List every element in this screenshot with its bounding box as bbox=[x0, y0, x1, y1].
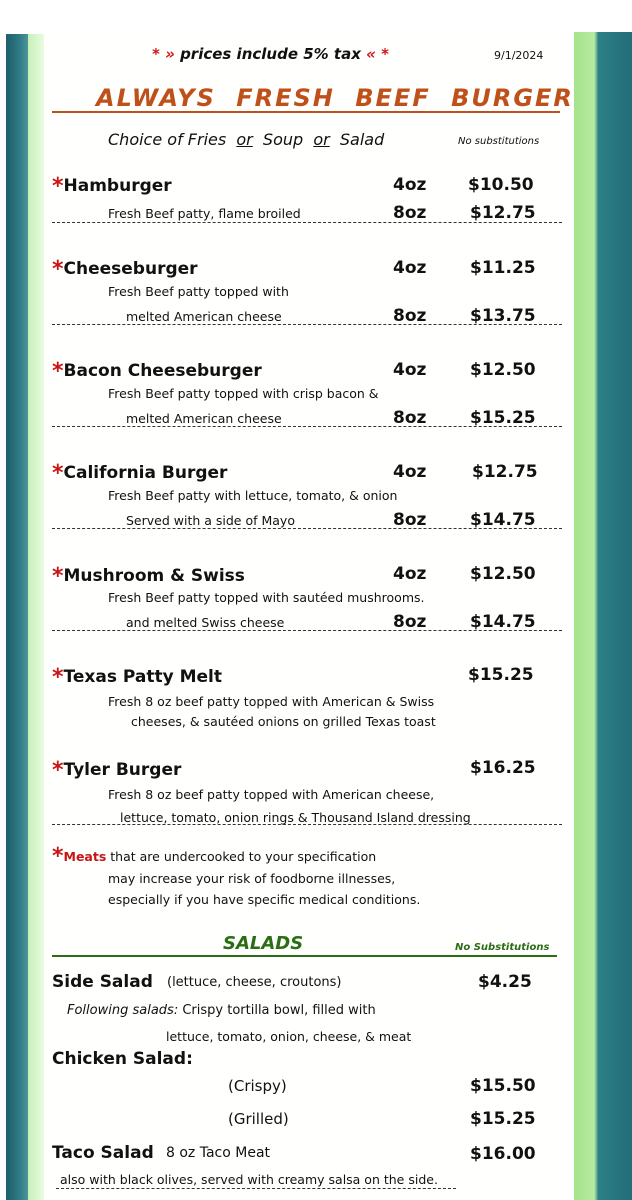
salads-rule bbox=[52, 955, 557, 957]
menu-item-taco-salad: Taco Salad bbox=[52, 1143, 154, 1163]
no-substitutions-note: No substitutions bbox=[458, 136, 540, 147]
taco-salad-note: also with black olives, served with creamy salsa on the side. bbox=[60, 1172, 438, 1187]
choice-or-2: or bbox=[313, 130, 330, 149]
price-small: $12.50 bbox=[470, 360, 536, 380]
item-description: Fresh 8 oz beef patty topped with American & Swiss bbox=[108, 694, 435, 709]
menu-title: ALWAYS FRESH BEEF BURGER bbox=[96, 84, 574, 112]
price-large: $14.75 bbox=[470, 612, 536, 632]
menu-item-chicken-salad: Chicken Salad: bbox=[52, 1049, 193, 1069]
choice-soup: Soup bbox=[262, 130, 304, 149]
taco-salad-description: 8 oz Taco Meat bbox=[166, 1145, 271, 1161]
warning-line-1: that are undercooked to your specification bbox=[110, 849, 377, 864]
price-small: $10.50 bbox=[468, 175, 534, 195]
item-description: Fresh 8 oz beef patty topped with American cheese, bbox=[108, 787, 435, 802]
menu-item-cheeseburger bbox=[52, 255, 198, 280]
star-icon: * bbox=[52, 461, 64, 486]
item-description: Fresh Beef patty, flame broiled bbox=[108, 206, 301, 221]
choice-or-1: or bbox=[236, 130, 253, 149]
item-price: $16.25 bbox=[470, 758, 536, 778]
following-text: Crispy tortilla bowl, filled with bbox=[182, 1003, 376, 1018]
chicken-crispy-option: (Crispy) bbox=[228, 1077, 287, 1095]
salads-heading: SALADS bbox=[223, 933, 304, 954]
size-small: 4oz bbox=[393, 175, 427, 195]
tax-text: prices include 5% tax bbox=[180, 45, 361, 63]
size-small: 4oz bbox=[393, 564, 427, 584]
price-large: $15.25 bbox=[470, 408, 536, 428]
star-icon: * bbox=[52, 844, 64, 869]
item-name: Mushroom & Swiss bbox=[63, 566, 245, 586]
price-small: $12.50 bbox=[470, 564, 536, 584]
price-small: $12.75 bbox=[472, 462, 538, 482]
item-description: Fresh Beef patty with lettuce, tomato, & onion bbox=[108, 488, 398, 503]
price-large: $12.75 bbox=[470, 203, 536, 223]
price-small: $11.25 bbox=[470, 258, 536, 278]
size-large: 8oz bbox=[393, 203, 427, 223]
side-choice-line bbox=[108, 130, 384, 149]
tax-notice bbox=[152, 45, 389, 63]
salads-no-substitutions: No Substitutions bbox=[455, 942, 550, 953]
item-name: Bacon Cheeseburger bbox=[63, 361, 262, 381]
menu-item-bacon-cheeseburger bbox=[52, 357, 262, 382]
star-icon: * bbox=[52, 257, 64, 282]
menu-item-hamburger bbox=[52, 172, 172, 197]
item-divider bbox=[52, 426, 562, 427]
choice-salad: Salad bbox=[339, 130, 385, 149]
following-label: Following salads: bbox=[67, 1003, 179, 1018]
side-salad-price: $4.25 bbox=[478, 972, 532, 992]
price-large: $13.75 bbox=[470, 306, 536, 326]
size-large: 8oz bbox=[393, 510, 427, 530]
item-name: Texas Patty Melt bbox=[63, 667, 222, 687]
menu-item-texas-patty-melt bbox=[52, 663, 222, 688]
following-salads-note bbox=[67, 1003, 376, 1018]
size-large: 8oz bbox=[393, 408, 427, 428]
size-large: 8oz bbox=[393, 306, 427, 326]
menu-date: 9/1/2024 bbox=[494, 49, 544, 62]
item-description-2: Served with a side of Mayo bbox=[126, 513, 295, 528]
item-divider bbox=[52, 324, 562, 325]
item-name: California Burger bbox=[63, 463, 228, 483]
tax-right-mark: « * bbox=[366, 45, 389, 63]
item-name: Tyler Burger bbox=[63, 760, 182, 780]
taco-salad-price: $16.00 bbox=[470, 1144, 536, 1164]
star-icon: * bbox=[52, 665, 64, 690]
item-description-2: lettuce, tomato, onion rings & Thousand Island dressing bbox=[120, 810, 471, 825]
side-salad-description: (lettuce, cheese, croutons) bbox=[167, 975, 342, 990]
star-icon: * bbox=[52, 359, 64, 384]
price-large: $14.75 bbox=[470, 510, 536, 530]
item-description-2: melted American cheese bbox=[126, 309, 282, 324]
tax-left-mark: * » bbox=[152, 45, 175, 63]
warning-line-2: may increase your risk of foodborne illnesses, bbox=[108, 871, 396, 886]
size-large: 8oz bbox=[393, 612, 427, 632]
menu-item-mushroom-swiss bbox=[52, 562, 245, 587]
item-description-2: cheeses, & sautéed onions on grilled Texas toast bbox=[131, 714, 436, 729]
item-divider bbox=[52, 824, 562, 825]
item-divider bbox=[52, 630, 562, 631]
warning-line-3: especially if you have specific medical conditions. bbox=[108, 892, 421, 907]
undercooked-warning bbox=[52, 842, 376, 867]
star-icon: * bbox=[52, 564, 64, 589]
menu-item-california-burger bbox=[52, 459, 227, 484]
item-divider bbox=[52, 222, 562, 223]
title-underline bbox=[52, 111, 560, 113]
item-description-2: and melted Swiss cheese bbox=[126, 615, 285, 630]
menu-item-side-salad: Side Salad bbox=[52, 972, 153, 992]
item-description-2: melted American cheese bbox=[126, 411, 282, 426]
size-small: 4oz bbox=[393, 360, 427, 380]
item-description: Fresh Beef patty topped with bbox=[108, 284, 289, 299]
following-salads-note-2: lettuce, tomato, onion, cheese, & meat bbox=[166, 1029, 412, 1044]
size-small: 4oz bbox=[393, 462, 427, 482]
chicken-crispy-price: $15.50 bbox=[470, 1076, 536, 1096]
taco-salad-divider bbox=[56, 1188, 456, 1189]
chicken-grilled-price: $15.25 bbox=[470, 1109, 536, 1129]
left-border-stripe bbox=[28, 34, 44, 1200]
item-divider bbox=[52, 528, 562, 529]
item-description: Fresh Beef patty topped with sautéed mushrooms. bbox=[108, 590, 425, 605]
warning-meats: Meats bbox=[63, 849, 107, 864]
item-description: Fresh Beef patty topped with crisp bacon & bbox=[108, 386, 379, 401]
right-border-decoration bbox=[574, 32, 632, 1200]
size-small: 4oz bbox=[393, 258, 427, 278]
chicken-grilled-option: (Grilled) bbox=[228, 1110, 289, 1128]
choice-prefix: Choice of Fries bbox=[108, 130, 227, 149]
star-icon: * bbox=[52, 758, 64, 783]
item-name: Cheeseburger bbox=[63, 259, 198, 279]
left-border-decoration bbox=[6, 34, 28, 1200]
item-name: Hamburger bbox=[63, 176, 172, 196]
item-price: $15.25 bbox=[468, 665, 534, 685]
menu-item-tyler-burger bbox=[52, 756, 181, 781]
star-icon: * bbox=[52, 174, 64, 199]
